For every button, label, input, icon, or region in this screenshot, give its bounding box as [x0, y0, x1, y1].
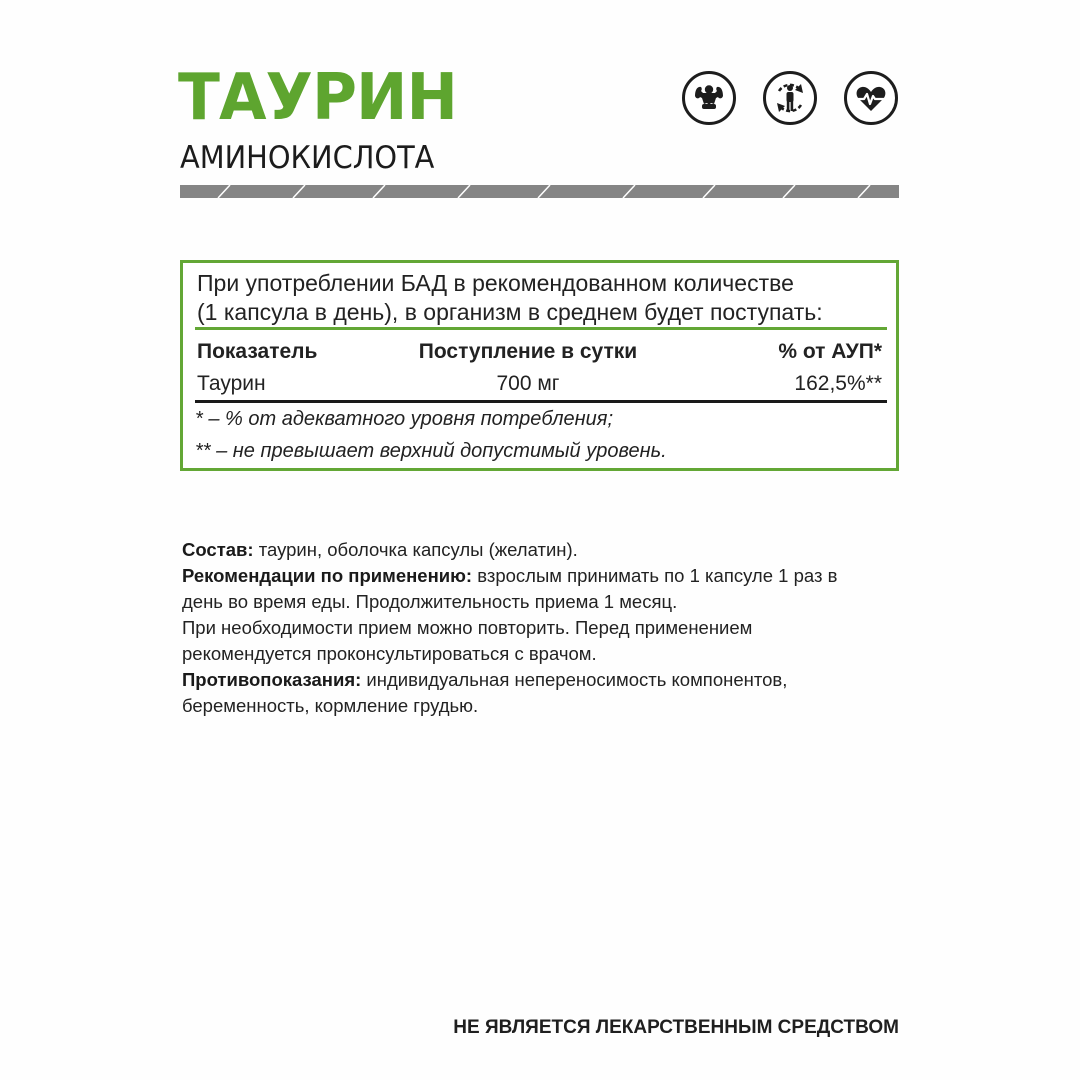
contraindications-text: беременность, кормление грудью.: [182, 695, 479, 716]
column-header: Показатель: [197, 340, 318, 363]
divider: [195, 400, 887, 403]
composition-block: [182, 537, 902, 719]
usage-label: Рекомендации по применению:: [182, 565, 473, 586]
contraindications-text: индивидуальная непереносимость компонентов,: [361, 669, 788, 690]
column-header: % от АУП*: [778, 340, 882, 363]
usage-text: При необходимости прием можно повторить. Перед применением: [182, 617, 753, 638]
table-cell: 162,5%**: [794, 372, 882, 395]
intro-line: При употреблении БАД в рекомендованном количестве: [197, 270, 794, 296]
nutrition-table: [180, 260, 899, 471]
column-header: Поступление в сутки: [418, 340, 638, 363]
heart-pulse-icon: [844, 71, 898, 125]
body-rotation-icon: [763, 71, 817, 125]
contraindications-label: Противопоказания:: [182, 669, 362, 690]
intro-line: (1 капсула в день), в организм в среднем будет поступать:: [197, 299, 823, 325]
table-intro: [197, 269, 887, 327]
usage-text: день во время еды. Продолжительность приема 1 месяц.: [182, 591, 678, 612]
page-subtitle: АМИНОКИСЛОТА: [180, 140, 435, 176]
decorative-stripe: [180, 185, 899, 198]
footnote: * – % от адекватного уровня потребления;: [195, 408, 613, 430]
icon-row: [682, 71, 899, 131]
composition-label: Состав:: [182, 539, 254, 560]
table-cell: Таурин: [197, 372, 266, 395]
divider: [195, 327, 887, 330]
composition-line: [182, 537, 902, 563]
disclaimer: НЕ ЯВЛЯЕТСЯ ЛЕКАРСТВЕННЫМ СРЕДСТВОМ: [453, 1017, 899, 1038]
muscle-icon: [682, 71, 736, 125]
contraindications-line: [182, 667, 902, 693]
usage-text: взрослым принимать по 1 капсуле 1 раз в: [472, 565, 838, 586]
usage-text: рекомендуется проконсультироваться с врачом.: [182, 643, 597, 664]
composition-text: таурин, оболочка капсулы (желатин).: [253, 539, 578, 560]
table-cell: 700 мг: [496, 372, 560, 395]
page-title: ТАУРИН: [178, 61, 457, 135]
usage-line: [182, 563, 902, 589]
footnote: ** – не превышает верхний допустимый уровень.: [195, 440, 667, 462]
